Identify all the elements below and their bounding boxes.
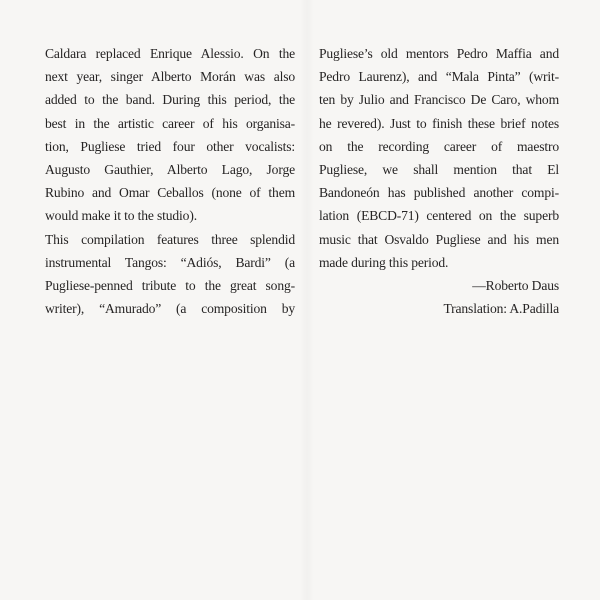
text-line: Pugliese-penned tribute to the great song-	[45, 278, 295, 294]
left-text-column	[45, 42, 295, 320]
text-line: Pugliese’s old mentors Pedro Maffia and	[319, 46, 559, 61]
page-gutter	[300, 0, 314, 600]
text-line: ten by Julio and Francisco De Caro, whom	[319, 92, 559, 108]
text-line: writer), “Amurado” (a composition by	[45, 301, 295, 317]
text-line: Bandoneón has published another compi-	[319, 185, 559, 201]
text-line: Pedro Laurenz), and “Mala Pinta” (writ-	[319, 69, 559, 85]
text-line: instrumental Tangos: “Adiós, Bardi” (a	[45, 254, 295, 270]
text-line: lation (EBCD-71) centered on the superb	[319, 208, 559, 224]
translation-credit: Translation: A.Padilla	[443, 301, 559, 317]
text-line: Caldara replaced Enrique Alessio. On the	[45, 46, 295, 61]
text-line: Pugliese, we shall mention that El	[319, 162, 559, 178]
text-line: Rubino and Omar Ceballos (none of them	[45, 185, 295, 201]
text-line: would make it to the studio).	[45, 208, 197, 224]
text-line: made during this period.	[319, 254, 449, 270]
text-line: music that Osvaldo Pugliese and his men	[319, 231, 559, 247]
text-line: Augusto Gauthier, Alberto Lago, Jorge	[45, 162, 295, 178]
right-column-body	[319, 42, 559, 274]
text-line: on the recording career of maestro	[319, 138, 559, 154]
text-line: next year, singer Alberto Morán was also	[45, 69, 295, 85]
text-line: This compilation features three splendid	[45, 231, 295, 247]
text-line: he revered). Just to finish these brief notes	[319, 115, 559, 131]
author-credit: —Roberto Daus	[472, 278, 559, 294]
text-line: tion, Pugliese tried four other vocalists:	[45, 138, 295, 154]
right-text-column	[319, 42, 559, 320]
text-line: best in the artistic career of his organisa-	[45, 115, 295, 131]
text-line: added to the band. During this period, the	[45, 92, 295, 108]
